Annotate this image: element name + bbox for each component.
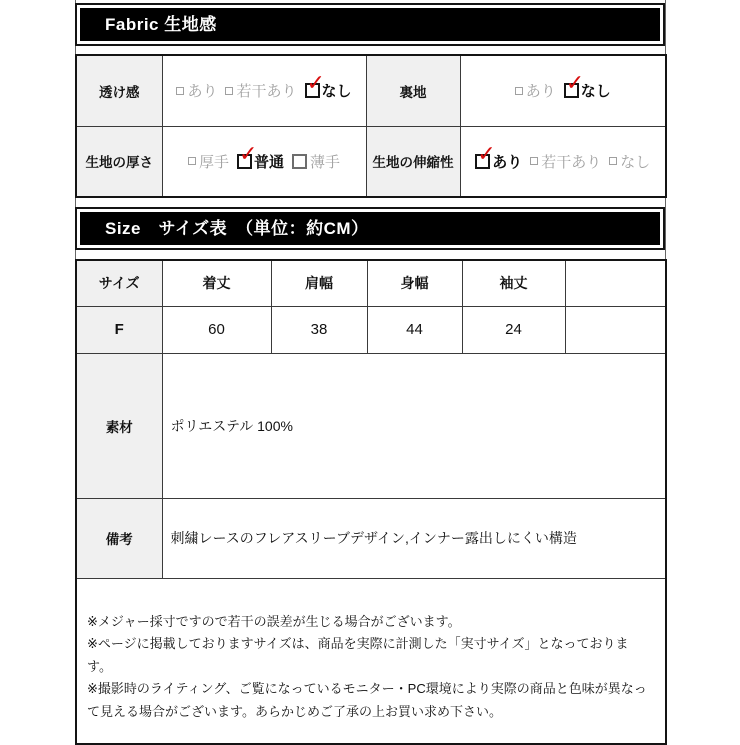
checkbox-checked-icon: [475, 140, 496, 169]
product-spec-panel: [75, 0, 665, 745]
fabric-section-header-box: [75, 3, 665, 46]
sleeve-col-header: 袖丈: [462, 260, 565, 306]
option-label: 普通: [253, 153, 284, 171]
sheerness-options: [163, 70, 366, 101]
material-label: 素材: [76, 353, 162, 498]
lining-options: [461, 70, 666, 101]
empty-value: [565, 306, 666, 353]
option-label: 厚手: [198, 153, 229, 171]
checkbox-empty-icon: [176, 87, 184, 95]
checkbox-empty-icon: [515, 87, 523, 95]
option-label: なし: [321, 83, 352, 101]
option-label: あり: [525, 83, 556, 101]
red-check-icon: ✓: [565, 70, 585, 96]
unchecked-option: [292, 151, 340, 172]
fabric-row-sheerness-lining: [76, 55, 666, 126]
fabric-row-thickness-stretch: [76, 126, 666, 197]
option-label: 若干あり: [541, 153, 602, 171]
sheerness-label: 透け感: [76, 55, 162, 126]
unchecked-option: [609, 151, 650, 172]
unchecked-option: [515, 80, 556, 101]
shoulder-col-header: 肩幅: [271, 260, 367, 306]
size-table-header-row: [76, 260, 666, 306]
stretch-options-cell: [460, 126, 666, 197]
size-col-header: サイズ: [76, 260, 162, 306]
thickness-label: 生地の厚さ: [76, 126, 162, 197]
footnote-actual-size: ※ページに掲載しておりますサイズは、商品を実際に計測した「実寸サイズ」となっております。: [87, 636, 629, 674]
checkbox-checked-icon: [237, 140, 258, 169]
option-label: なし: [620, 153, 651, 171]
checkbox-empty-icon: [609, 157, 617, 165]
red-check-icon: ✓: [477, 140, 496, 166]
stretch-label: 生地の伸縮性: [366, 126, 460, 197]
shoulder-value: 38: [271, 306, 367, 353]
width-col-header: 身幅: [367, 260, 462, 306]
checkbox-empty-icon: [530, 157, 538, 165]
size-table-value-row: [76, 306, 666, 353]
checkbox-checked-icon: [564, 70, 585, 98]
remarks-value: 刺繍レースのフレアスリーブデザイン,インナー露出しにくい構造: [162, 498, 666, 578]
lining-options-cell: [460, 55, 666, 126]
material-row: [76, 353, 666, 498]
size-section-header-box: [75, 207, 665, 250]
option-label: あり: [187, 83, 218, 101]
remarks-label: 備考: [76, 498, 162, 578]
thickness-options-cell: [162, 126, 366, 197]
size-f-cell: F: [76, 306, 162, 353]
length-col-header: 着丈: [162, 260, 271, 306]
option-label: あり: [492, 153, 523, 171]
checkbox-checked-icon: [305, 70, 325, 98]
stretch-options: [461, 140, 666, 172]
unchecked-option: [176, 80, 217, 101]
size-chart-table: [75, 259, 667, 745]
checked-option: [237, 140, 284, 172]
empty-col-header: [565, 260, 666, 306]
checked-option: [475, 140, 523, 172]
unchecked-option: [530, 151, 601, 172]
red-check-icon: ✓: [238, 140, 258, 166]
checked-option: [305, 70, 352, 101]
fabric-attributes-table: [75, 54, 667, 198]
footnotes-cell: [76, 578, 666, 744]
remarks-row: [76, 498, 666, 578]
checkbox-empty-icon: [225, 87, 233, 95]
option-label: 薄手: [310, 153, 341, 171]
footnotes-row: [76, 578, 666, 744]
footnote-color-difference: ※撮影時のライティング、ご覧になっているモニター・PC環境により実際の商品と色味が異なって見える場合がございます。あらかじめご了承の上お買い求め下さい。: [87, 681, 647, 719]
checkbox-empty-icon: [188, 157, 196, 165]
unchecked-option: [188, 151, 229, 172]
fabric-section-title: Fabric 生地感: [80, 8, 660, 41]
checked-option: [564, 70, 611, 101]
footnote-measurement: ※メジャー採寸ですので若干の誤差が生じる場合がございます。: [87, 613, 461, 629]
option-label: 若干あり: [236, 83, 297, 101]
material-value: ポリエステル 100%: [162, 353, 666, 498]
width-value: 44: [367, 306, 462, 353]
thickness-options: [163, 140, 366, 172]
red-check-icon: ✓: [306, 70, 325, 96]
lining-label: 裏地: [366, 55, 460, 126]
checkbox-empty-icon: [292, 154, 307, 169]
sheerness-options-cell: [162, 55, 366, 126]
sleeve-value: 24: [462, 306, 565, 353]
option-label: なし: [580, 83, 611, 101]
length-value: 60: [162, 306, 271, 353]
unchecked-option: [225, 80, 296, 101]
size-section-title: Size サイズ表 （単位：約CM）: [80, 212, 660, 245]
